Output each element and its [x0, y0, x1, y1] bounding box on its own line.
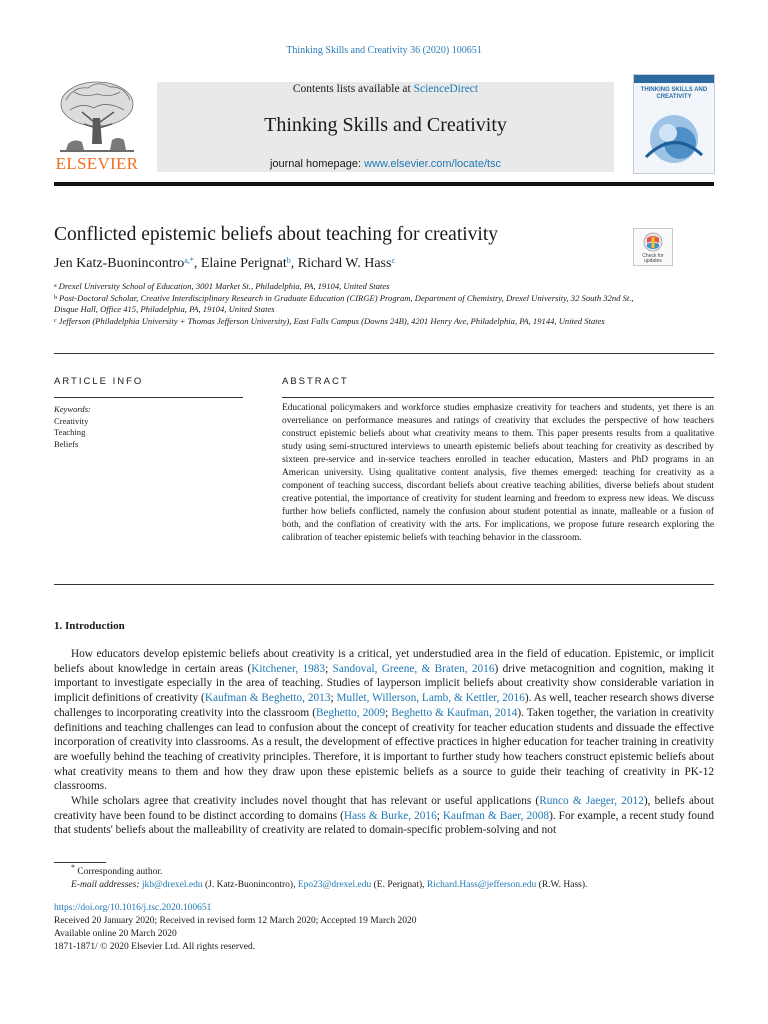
- footnotes: [54, 863, 714, 892]
- paragraph-2: While scholars agree that creativity includes novel thought that has relevant or useful applications (Runco & Jaeger, 2012), beliefs about creativity have been found to be distinct according to domains (Hass & Burke, 2016; Kaufman & Baer, 2008). For example, a recent study found that students' beliefs about the malleability of creativity are related to domain-specific problem-solving and not: [54, 795, 714, 837]
- keyword-item: Creativity: [54, 415, 89, 426]
- citation-link[interactable]: Kitchener, 1983: [251, 662, 326, 675]
- citation-link[interactable]: Runco & Jaeger, 2012: [539, 795, 644, 808]
- received-dates: Received 20 January 2020; Received in revised form 12 March 2020; Accepted 19 March 2020: [54, 916, 417, 926]
- article-metadata: [54, 902, 714, 954]
- citation-link[interactable]: Hass & Burke, 2016: [343, 809, 437, 822]
- article-title: Conflicted epistemic beliefs about teaching for creativity: [54, 224, 499, 245]
- author-3-affiliation-ref[interactable]: c: [391, 256, 396, 265]
- citation-link[interactable]: Kaufman & Beghetto, 2013: [204, 692, 331, 705]
- keywords-label: Keywords:: [54, 404, 91, 414]
- journal-homepage-link[interactable]: www.elsevier.com/locate/tsc: [364, 158, 502, 170]
- email-addresses: E-mail addresses: jkb@drexel.edu (J. Katz-Buonincontro), Epo23@drexel.edu (E. Perignat), Richard.Hass@jefferson.edu (R.W. Hass).: [71, 880, 588, 890]
- journal-title: Thinking Skills and Creativity: [264, 114, 507, 136]
- check-for-updates-button[interactable]: [633, 228, 673, 266]
- citation-link[interactable]: Beghetto & Kaufman, 2014: [391, 706, 518, 719]
- contents-line: Contents lists available at ScienceDirect: [292, 83, 479, 95]
- homepage-line: journal homepage: www.elsevier.com/locate/tsc: [269, 158, 502, 170]
- elsevier-logo[interactable]: [54, 78, 140, 174]
- tree-logo-icon: [54, 78, 140, 156]
- author-2-affiliation-ref[interactable]: b: [286, 256, 291, 265]
- journal-citation[interactable]: Thinking Skills and Creativity 36 (2020) 100651: [286, 45, 482, 56]
- author-2: Elaine Perignat$^b$,: [200, 256, 298, 271]
- abstract-rule: [282, 397, 714, 398]
- crossmark-icon: [643, 232, 663, 252]
- article-info-label: ARTICLE INFO: [54, 376, 144, 387]
- keyword-item: Beliefs: [54, 438, 79, 449]
- corresponding-author-note: * Corresponding author.: [71, 863, 163, 877]
- footnote-rule: [54, 862, 106, 863]
- keyword-item: Teaching: [54, 427, 86, 437]
- affiliation-c: $^c$ Jefferson (Philadelphia University + Thomas Jefferson University), East Falls Campus (Downs 24B), 4201 Henry Ave, Philadelphia, PA, 19144, United States: [54, 315, 605, 326]
- title-block-rule: [54, 353, 714, 354]
- author-1-affiliation-ref[interactable]: a,*: [184, 256, 194, 265]
- citation-link[interactable]: Sandoval, Greene, & Braten, 2016: [332, 662, 495, 675]
- introduction-body: [54, 647, 714, 838]
- journal-banner: [157, 82, 614, 172]
- sciencedirect-link[interactable]: ScienceDirect: [413, 83, 479, 95]
- header-rule: [54, 182, 714, 186]
- doi-link[interactable]: https://doi.org/10.1016/j.tsc.2020.100651: [54, 903, 212, 913]
- crossmark-label: Check for updates: [642, 253, 664, 264]
- abstract-bottom-rule: [54, 584, 714, 585]
- author-3: Richard W. Hass$^c$: [297, 256, 396, 271]
- citation-link[interactable]: Beghetto, 2009: [315, 706, 386, 719]
- author-1: Jen Katz-Buonincontro$^{a,*}$,: [54, 256, 201, 271]
- publisher-name: ELSEVIER: [55, 154, 139, 173]
- copyright: 1871-1871/ © 2020 Elsevier Ltd. All rights reserved.: [54, 942, 256, 952]
- cover-art-icon: [640, 109, 708, 167]
- cover-top-bar: [634, 75, 714, 83]
- author-list: [54, 256, 395, 272]
- email-link[interactable]: Richard.Hass@jefferson.edu: [426, 880, 537, 890]
- paragraph-1: How educators develop epistemic beliefs about creativity is a critical, yet understudied area in the field of education. Epistemic, or implicit beliefs about knowledge in certain areas (Kitchener, 1983; Sandoval, Greene, & Braten, 2016) drive metacognition and cognition, making it important to investigate especially in the area of teaching. Studies of layperson implicit beliefs about creativity show considerable variation in implicit definitions of creativity (Kaufman & Beghetto, 2013; Mullet, Willerson, Lamb, & Kettler, 2016). As well, teacher research shows diverse challenges to incorporating creativity into the classroom (Beghetto, 2009; Beghetto & Kaufman, 2014). Taken together, the variation in creativity definitions and teaching challenges can lead to confusion about the concept of creativity for teacher education students and dissuade the effective incorporation of creativity into classrooms. As a result, the development of effective practices in higher education for teacher training in creativity are woefully behind the teaching of creativity principles. Therefore, it is important to further study how teachers construct epistemic beliefs about what creativity means to them and how they draw upon these epistemic beliefs as a source to guide their teaching of creativity in PK-12 classrooms.: [54, 648, 715, 793]
- affiliations: [54, 281, 634, 327]
- affiliation-b: $^b$ Post-Doctoral Scholar, Creative Interdisciplinary Research in Graduate Education (CIRGE) Program, Department of Chemistry, Drexel University, 32 South 32nd St., Disque Hall, Office 415, Philadelphia, PA, 19104, United States: [54, 292, 634, 315]
- abstract-label: ABSTRACT: [282, 376, 349, 387]
- affiliation-a: $^a$ Drexel University School of Education, 3001 Market St., Philadelphia, PA, 19104, United States: [54, 281, 390, 291]
- abstract-text: Educational policymakers and workforce studies emphasize creativity for teachers and students, yet there is an overreliance on performance measures and ratings of creativity that excludes the perspective of how teachers construct epistemic beliefs about what creativity means to them. This paper presents results from a qualitative study using semi-structured interviews to unearth epistemic beliefs about teaching for creativity as described by sixteen pre-service and in-service teachers enrolled in teacher education, Masters and PhD programs in an American university. Using qualitative content analysis, five themes emerged: teaching for creativity as a component of teaching success, discordant beliefs about creative teaching abilities, diverse beliefs about student creative potential, the importance of creativity for student learning and freedom to express new ideas. We discuss further how beliefs conflicted, namely the confusion about student potential as innate, malleable or a fusion of both, and the conflation of creativity with the arts. For implications, we propose future research exploring the calibration of teacher epistemic beliefs with teaching behavior in the classroom.: [282, 403, 714, 544]
- email-link[interactable]: Epo23@drexel.edu: [297, 880, 372, 890]
- section-heading-introduction: 1. Introduction: [54, 620, 125, 632]
- citation-link[interactable]: Kaufman & Baer, 2008: [442, 809, 550, 822]
- journal-cover-image[interactable]: [633, 74, 715, 174]
- article-info-rule: [54, 397, 243, 398]
- available-online: Available online 20 March 2020: [54, 929, 177, 939]
- email-link[interactable]: jkb@drexel.edu: [141, 880, 203, 890]
- cover-title: THINKING SKILLS AND CREATIVITY: [640, 87, 708, 100]
- citation-link[interactable]: Mullet, Willerson, Lamb, & Kettler, 2016: [336, 692, 525, 705]
- keywords: [54, 404, 91, 450]
